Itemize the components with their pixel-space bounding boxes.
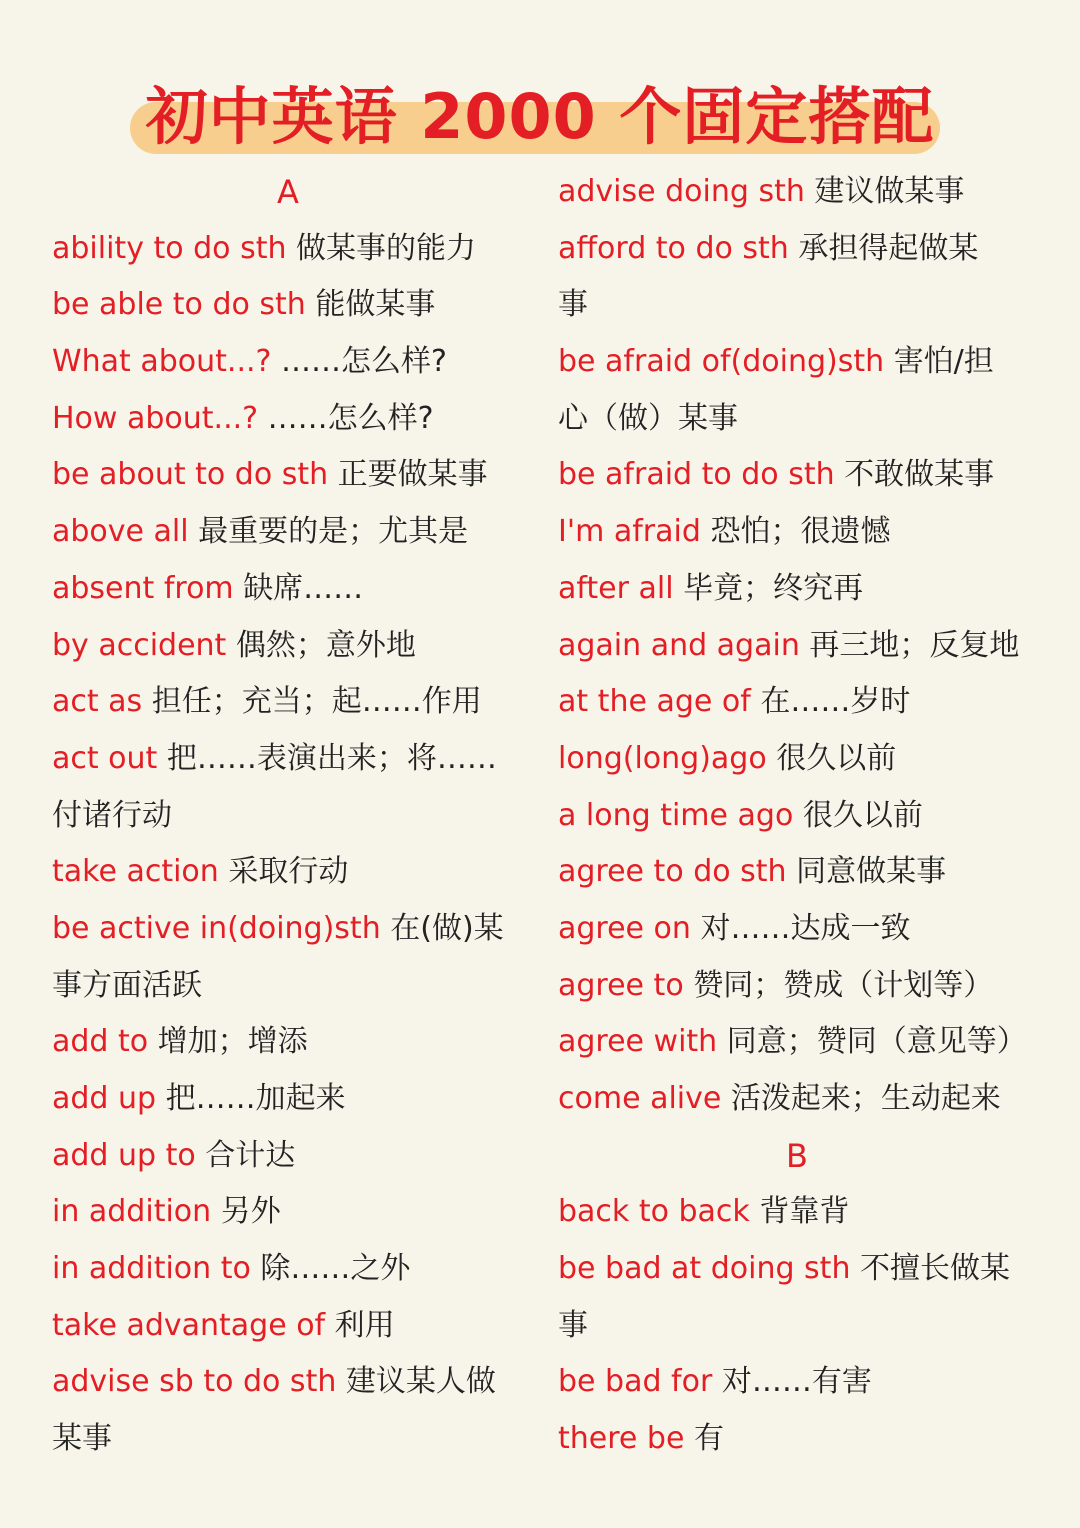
phrase-entry bbox=[52, 731, 524, 788]
phrase-entry bbox=[52, 674, 524, 731]
phrase-chinese: 付诸行动 bbox=[52, 797, 172, 833]
phrase-chinese: 恐怕；很遗憾 bbox=[710, 514, 891, 550]
phrase-chinese: 建议做某事 bbox=[814, 174, 965, 209]
phrase-entry bbox=[52, 1128, 524, 1185]
phrase-continuation bbox=[52, 1411, 524, 1468]
phrase-chinese: 缺席…… bbox=[243, 570, 364, 606]
phrase-english: add up to bbox=[52, 1137, 196, 1173]
phrase-chinese: 除……之外 bbox=[260, 1251, 411, 1287]
phrase-english: be bad at doing sth bbox=[558, 1251, 851, 1287]
phrase-entry bbox=[558, 788, 1036, 845]
phrase-continuation bbox=[558, 391, 1036, 448]
phrase-chinese: 担任；充当；起……作用 bbox=[151, 684, 482, 720]
phrase-english: advise sb to do sth bbox=[52, 1364, 337, 1400]
page-title: 初中英语 2000 个固定搭配 bbox=[145, 80, 935, 153]
phrase-english: be bad for bbox=[558, 1364, 713, 1400]
phrase-chinese: 把……表演出来；将…… bbox=[166, 740, 497, 776]
phrase-entry bbox=[558, 618, 1036, 675]
phrase-english: I'm afraid bbox=[558, 514, 701, 550]
phrase-chinese: 再三地；反复地 bbox=[809, 627, 1020, 663]
phrase-english: add to bbox=[52, 1024, 149, 1060]
phrase-english: by accident bbox=[52, 627, 227, 663]
phrase-entry bbox=[52, 1071, 524, 1128]
phrase-chinese: 心（做）某事 bbox=[558, 400, 738, 436]
phrase-entry bbox=[52, 1354, 524, 1411]
phrase-entry bbox=[558, 674, 1036, 731]
section-letter: A bbox=[277, 173, 299, 211]
phrase-entry bbox=[52, 561, 524, 618]
phrase-chinese: 最重要的是；尤其是 bbox=[198, 514, 469, 550]
phrase-entry bbox=[52, 221, 524, 278]
phrase-chinese: 另外 bbox=[220, 1194, 281, 1230]
phrase-chinese: 把……加起来 bbox=[165, 1081, 346, 1116]
phrase-chinese: 很久以前 bbox=[776, 740, 897, 776]
phrase-entry bbox=[52, 1241, 524, 1298]
phrase-chinese: 在(做)某 bbox=[390, 910, 504, 946]
title-area bbox=[0, 72, 1080, 162]
phrase-entry bbox=[52, 901, 524, 958]
phrase-english: absent from bbox=[52, 570, 234, 606]
phrase-chinese: 事 bbox=[558, 287, 588, 323]
phrase-entry bbox=[52, 277, 524, 334]
phrase-entry bbox=[52, 334, 524, 391]
phrase-english: again and again bbox=[558, 627, 800, 663]
phrase-english: add up bbox=[52, 1081, 157, 1116]
phrase-continuation bbox=[558, 1298, 1036, 1355]
phrase-english: at the age of bbox=[558, 684, 751, 720]
phrase-chinese: 不敢做某事 bbox=[844, 457, 995, 493]
phrase-english: ability to do sth bbox=[52, 230, 287, 266]
phrase-entry bbox=[52, 391, 524, 448]
phrase-english: be active in(doing)sth bbox=[52, 910, 381, 946]
phrase-english: be afraid to do sth bbox=[558, 457, 835, 493]
phrase-chinese: 事方面活跃 bbox=[52, 967, 202, 1003]
phrase-entry bbox=[52, 1298, 524, 1355]
phrase-chinese: 正要做某事 bbox=[337, 457, 488, 493]
phrase-chinese: 有 bbox=[693, 1421, 724, 1457]
phrase-entry bbox=[558, 447, 1036, 504]
phrase-entry bbox=[558, 164, 1036, 221]
phrase-english: back to back bbox=[558, 1194, 750, 1230]
phrase-english: act as bbox=[52, 684, 143, 720]
phrase-entry bbox=[558, 1014, 1036, 1071]
phrase-entry bbox=[52, 618, 524, 675]
phrase-entry bbox=[52, 1014, 524, 1071]
phrase-english: act out bbox=[52, 740, 158, 776]
phrase-chinese: 活泼起来；生动起来 bbox=[730, 1081, 1001, 1116]
phrase-chinese: 同意；赞同（意见等） bbox=[726, 1024, 1027, 1060]
phrase-chinese: 对……有害 bbox=[721, 1364, 872, 1400]
phrase-entry bbox=[52, 504, 524, 561]
phrase-entry bbox=[558, 221, 1036, 278]
phrase-entry bbox=[558, 561, 1036, 618]
phrase-chinese: 很久以前 bbox=[802, 797, 923, 833]
phrase-entry bbox=[558, 504, 1036, 561]
phrase-english: agree on bbox=[558, 910, 691, 946]
phrase-chinese: 对……达成一致 bbox=[700, 910, 911, 946]
phrase-entry bbox=[558, 334, 1036, 391]
phrase-chinese: 建议某人做 bbox=[345, 1364, 496, 1400]
phrase-chinese: 同意做某事 bbox=[796, 854, 947, 890]
phrase-chinese: 合计达 bbox=[205, 1137, 296, 1173]
phrase-chinese: 能做某事 bbox=[315, 287, 436, 323]
phrase-entry bbox=[558, 1241, 1036, 1298]
phrase-entry bbox=[52, 447, 524, 504]
phrase-english: above all bbox=[52, 514, 189, 550]
phrase-english: agree with bbox=[558, 1024, 718, 1060]
phrase-english: come alive bbox=[558, 1081, 722, 1116]
phrase-english: agree to bbox=[558, 967, 684, 1003]
phrase-entry bbox=[558, 731, 1036, 788]
phrase-chinese: 利用 bbox=[334, 1307, 395, 1343]
phrase-entry bbox=[558, 958, 1036, 1015]
phrase-english: there be bbox=[558, 1421, 685, 1457]
phrase-continuation bbox=[558, 277, 1036, 334]
phrase-english: take advantage of bbox=[52, 1307, 326, 1343]
phrase-english: a long time ago bbox=[558, 797, 794, 833]
phrase-english: in addition to bbox=[52, 1251, 251, 1287]
phrase-chinese: 不擅长做某 bbox=[860, 1251, 1011, 1287]
phrase-english: agree to do sth bbox=[558, 854, 787, 890]
phrase-chinese: ……怎么样? bbox=[281, 344, 447, 380]
phrase-chinese: 采取行动 bbox=[228, 854, 349, 890]
phrase-english: long(long)ago bbox=[558, 740, 767, 776]
phrase-english: afford to do sth bbox=[558, 230, 789, 266]
phrase-english: What about...? bbox=[52, 344, 272, 380]
phrase-entry bbox=[558, 1184, 1036, 1241]
phrase-entry bbox=[558, 1354, 1036, 1411]
phrase-chinese: 增加；增添 bbox=[157, 1024, 308, 1060]
phrase-continuation bbox=[52, 788, 524, 845]
phrase-english: How about...? bbox=[52, 400, 259, 436]
phrase-chinese: 在……岁时 bbox=[760, 684, 911, 720]
phrase-chinese: 事 bbox=[558, 1307, 588, 1343]
phrase-chinese: 赞同；赞成（计划等） bbox=[693, 967, 994, 1003]
phrase-chinese: 做某事的能力 bbox=[296, 230, 477, 266]
phrase-english: take action bbox=[52, 854, 219, 890]
phrase-chinese: 偶然；意外地 bbox=[235, 627, 416, 663]
phrase-entry bbox=[558, 844, 1036, 901]
phrase-entry bbox=[558, 1071, 1036, 1128]
phrase-english: in addition bbox=[52, 1194, 212, 1230]
phrase-chinese: 背靠背 bbox=[759, 1194, 850, 1230]
phrase-continuation bbox=[52, 958, 524, 1015]
right-column bbox=[558, 164, 1036, 1468]
section-letter: B bbox=[786, 1136, 808, 1175]
phrase-chinese: 某事 bbox=[52, 1421, 112, 1457]
phrase-english: advise doing sth bbox=[558, 174, 805, 209]
phrase-entry bbox=[52, 1184, 524, 1241]
phrase-chinese: 承担得起做某 bbox=[798, 230, 979, 266]
phrase-english: be about to do sth bbox=[52, 457, 329, 493]
phrase-entry bbox=[52, 844, 524, 901]
phrase-entry bbox=[558, 901, 1036, 958]
phrase-chinese: 毕竟；终究再 bbox=[683, 570, 864, 606]
phrase-chinese: 害怕/担 bbox=[893, 344, 994, 380]
phrase-english: be afraid of(doing)sth bbox=[558, 344, 885, 380]
left-column bbox=[52, 164, 524, 1468]
phrase-entry bbox=[558, 1411, 1036, 1468]
phrase-english: after all bbox=[558, 570, 674, 606]
phrase-chinese: ……怎么样? bbox=[267, 400, 434, 436]
phrase-english: be able to do sth bbox=[52, 287, 306, 323]
